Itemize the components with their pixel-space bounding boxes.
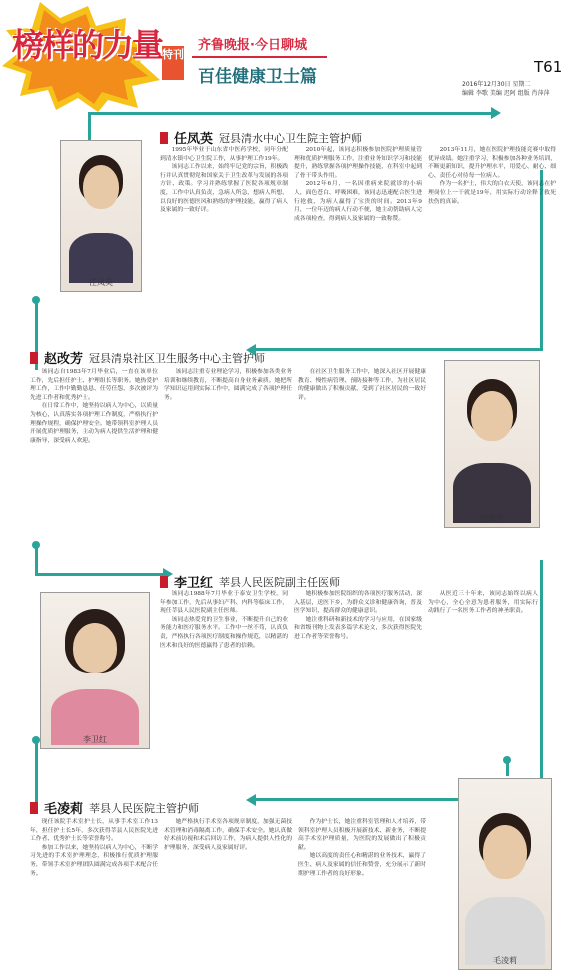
paragraph: 2010年起，该同志积极参加医院护理质量管理和优质护理服务工作，注重业务知识学习和技能提升，熟练掌握各项护理操作技能，在科室中起到了骨干带头作用。 <box>294 147 422 179</box>
header-divider <box>192 56 327 58</box>
paragraph: 在社区卫生服务工作中，她深入社区开展健康教育、慢性病管理、预防接种等工作，为社区居民的健康做出了积极贡献，受到了社区居民的一致好评。 <box>298 369 426 401</box>
profile-name: 赵改芳 <box>44 352 84 367</box>
profile-title: 莘县人民医院副主任医师 <box>219 575 341 589</box>
profile-2-photo <box>444 360 540 528</box>
paragraph: 她以高度的责任心和精湛的业务技术，赢得了医生、病人及家属的信任和赞誉，充分展示了新时期护理工作者的良好形象。 <box>298 853 426 877</box>
profile-title: 冠县清水中心卫生院主管护师 <box>219 131 363 145</box>
heading-marker <box>30 352 38 364</box>
profile-name: 李卫红 <box>174 576 214 591</box>
heading-marker <box>160 132 168 144</box>
photo-caption: 任凤英 <box>89 278 113 287</box>
profile-2-text-col-2 <box>164 368 292 528</box>
photo-caption: 毛凌莉 <box>493 956 517 965</box>
editors-line: 编辑 李歌 美编 迟阿 组版 肖萍萍 <box>462 90 550 97</box>
date-line: 2016年12月30日 星期二 <box>462 81 531 88</box>
profile-2-heading <box>30 348 265 367</box>
profile-1-text-col-2 <box>294 146 422 266</box>
profile-2-text-col-1 <box>30 368 158 528</box>
heading-marker <box>160 576 168 588</box>
paragraph: 作为护士长，她注重科室管理和人才培养，带领科室护理人员积极开展新技术、新业务，不断提高手术室护理质量，为医院的发展做出了积极贡献。 <box>298 819 426 851</box>
banner-title: 榜样的力量 <box>12 26 163 64</box>
paragraph: 作为一名护士，伟大的白衣天使，该同志在护理岗位上一干就是19年，用实际行动诠释了救死扶伤的真谛。 <box>428 181 556 205</box>
profile-title: 冠县清泉社区卫生服务中心主管护师 <box>89 351 266 365</box>
paragraph: 该同志1988年7月毕业于泰安卫生学校，同年参加工作，先后从事妇产科、内科等临床工作，现任莘县人民医院副主任医师。 <box>160 591 288 615</box>
profile-3-text-col-3 <box>428 590 538 760</box>
paragraph: 2013年11月，她在医院护理技能竞赛中取得优异成绩。她注重学习，积极参加各种业务培训，不断更新知识，提升护理水平，用爱心、耐心、细心、责任心对待每一位病人。 <box>428 147 556 179</box>
page-header <box>0 0 580 112</box>
paragraph: 她严格执行手术室各项规章制度，加强无菌技术管理和消毒隔离工作，确保手术安全。她认真做好术前访视和术后回访工作，为病人提供人性化的护理服务，深受病人及家属好评。 <box>164 819 292 851</box>
profile-4-photo <box>458 778 552 970</box>
heading-marker <box>30 802 38 814</box>
profile-1-photo <box>60 140 142 292</box>
profile-4-text-col-1 <box>30 818 158 973</box>
profile-4-text-col-3 <box>298 818 426 973</box>
profile-3-text-col-1 <box>160 590 288 760</box>
paragraph: 在日常工作中，她坚持以病人为中心，以质量为核心，认真落实各项护理工作制度，严格执行护理操作规程，确保护理安全。她带领科室护理人员开展优质护理服务，主动为病人提供生活护理和健康指导，深受病人欢迎。 <box>30 403 158 444</box>
profile-title: 莘县人民医院主管护师 <box>89 801 200 815</box>
profile-1-text-col-3 <box>428 146 556 266</box>
profile-2-text-col-3 <box>298 368 426 528</box>
paragraph: 该同志热爱党的卫生事业，不断提升自己的业务能力和医疗服务水平。工作中一丝不苟，认真负责，严格执行各项医疗制度和操作规范，以精湛的医术和良好的医德赢得了患者的信赖。 <box>160 616 288 649</box>
paragraph: 2012年6月，一名因重病来院就诊的小病人，面色苍白、呼吸困难，该同志迅速配合医生进行抢救，为病人赢得了宝贵的时间。2013年9月，一位年迈的病人行动不便，她主动帮助病人完成各项检查，得到病人及家属的一致称赞。 <box>294 181 422 222</box>
profile-1-heading <box>160 128 362 147</box>
photo-caption: 赵改芳 <box>480 514 504 523</box>
profile-4-text-col-2 <box>164 818 292 973</box>
paragraph: 从医近三十年来，该同志始终以病人为中心，全心全意为患者服务，用实际行动践行了一名医务工作者的神圣职责。 <box>428 591 538 615</box>
section-subtitle: 百佳健康卫士篇 <box>198 67 317 87</box>
paragraph: 她积极参加医院组织的各项医疗服务活动，深入基层，送医下乡，为群众义诊和健康咨询，普及医学知识，提高群众的健康意识。 <box>294 591 422 615</box>
paragraph: 该同志注重专业理论学习，积极参加各类业务培训和继续教育，不断提高自身业务素质。她把所学知识运用到实际工作中，圆满完成了各项护理任务。 <box>164 369 292 401</box>
profile-1-text-col-1 <box>160 146 288 266</box>
page-number: T61 <box>534 58 563 76</box>
profile-name: 毛凌莉 <box>44 802 84 817</box>
profile-4-heading <box>30 798 199 817</box>
paragraph: 该同志自1983年7月毕业后，一直在该单位工作，先后担任护士、护理组长等职务。她热爱护理工作，工作中勤勤恳恳、任劳任怨，多次被评为先进工作者和优秀护士。 <box>30 369 158 401</box>
paragraph: 现任该院手术室护士长，从事手术室工作13年，担任护士长5年，多次获得莘县人民医院先进工作者、优秀护士长等荣誉称号。 <box>30 819 158 843</box>
profile-name: 任凤英 <box>174 132 214 147</box>
paragraph: 她注重科研和新技术的学习与应用，在国家级和省级刊物上发表多篇学术论文，多次获得医院先进工作者等荣誉称号。 <box>294 616 422 640</box>
paragraph: 该同志工作以来，始终牢记党的宗旨，积极践行并认真贯彻党和国家关于卫生改革与发展的各项方针、政策。学习并熟练掌握了医院各项规章制度，工作中认真负责，急病人所急，想病人所想，以良好的医德医风和熟练的护理技能，赢得了病人及家属的一致好评。 <box>160 164 288 214</box>
profile-3-text-col-2 <box>294 590 422 760</box>
paragraph: 1995年毕业于山东省中医药学校，同年分配到清水镇中心卫生院工作，从事护理工作19年。 <box>160 147 288 162</box>
special-issue-tag: 特刊 <box>162 46 184 80</box>
newspaper-name: 齐鲁晚报·今日聊城 <box>198 38 307 53</box>
photo-caption: 李卫红 <box>83 735 107 744</box>
profile-3-photo <box>40 592 150 749</box>
profile-3-heading <box>160 572 340 591</box>
paragraph: 参加工作以来，她坚持以病人为中心，不断学习先进的手术室护理理念，积极推行优质护理服务，带领手术室护理团队圆满完成各项手术配合任务。 <box>30 844 158 877</box>
